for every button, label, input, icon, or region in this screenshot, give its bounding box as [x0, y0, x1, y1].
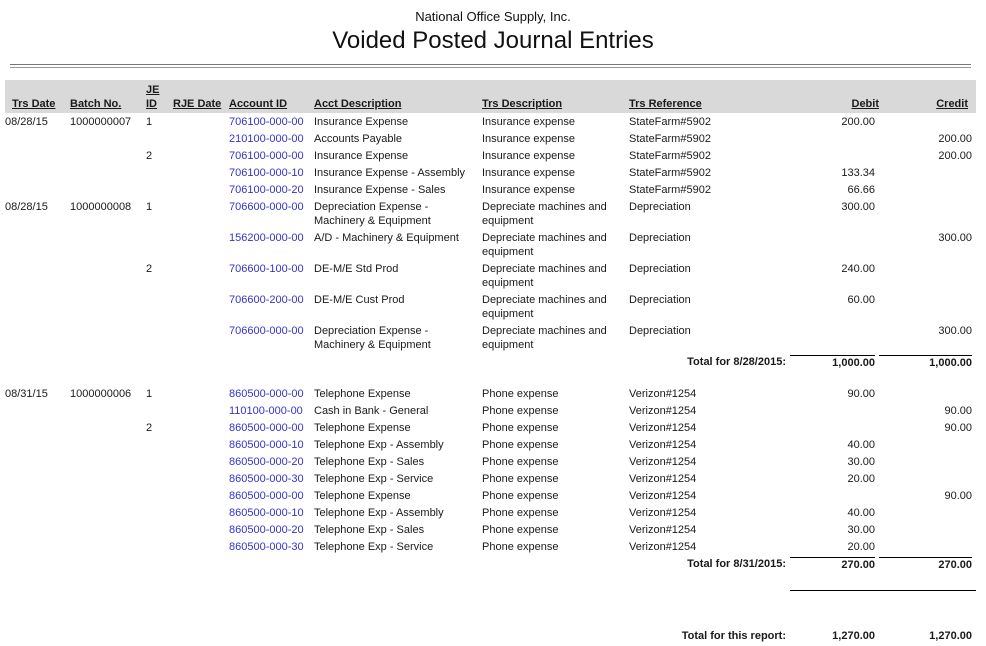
cell-batch-no [70, 436, 146, 453]
cell-credit [879, 385, 976, 402]
account-id-link[interactable]: 860500-000-30 [229, 541, 304, 553]
cell-account-id [229, 147, 314, 164]
cell-acct-description: A/D - Machinery & Equipment [314, 232, 459, 244]
cell-credit [879, 291, 976, 322]
cell-acct-description: Telephone Exp - Sales [314, 524, 425, 536]
cell-trs-reference: Depreciation [629, 325, 691, 337]
cell-acct-description: Accounts Payable [314, 133, 403, 145]
cell-credit [879, 504, 976, 521]
report-title: Voided Posted Journal Entries [332, 27, 654, 54]
cell-credit: 90.00 [944, 405, 972, 417]
cell-trs-date [5, 291, 70, 322]
cell-account-id [229, 402, 314, 419]
journal-row [5, 453, 976, 470]
cell-debit [790, 229, 879, 260]
cell-je-id [146, 487, 173, 504]
account-id-link[interactable]: 706100-000-00 [229, 116, 304, 128]
cell-acct-description: DE-M/E Std Prod [314, 263, 399, 275]
cell-acct-description: Depreciation Expense - Machinery & Equipment [314, 325, 431, 351]
cell-account-id [229, 291, 314, 322]
cell-trs-description: Insurance expense [482, 116, 575, 128]
cell-credit [879, 538, 976, 555]
cell-account-id [229, 521, 314, 538]
cell-acct-description: Telephone Exp - Assembly [314, 507, 444, 519]
cell-account-id [229, 130, 314, 147]
cell-debit [790, 130, 879, 147]
cell-trs-description: Phone expense [482, 422, 559, 434]
cell-je-id [146, 453, 173, 470]
cell-rje-date [173, 147, 229, 164]
cell-acct-description: Cash in Bank - General [314, 405, 429, 417]
journal-row [5, 181, 976, 198]
cell-account-id [229, 385, 314, 402]
journal-row [5, 147, 976, 164]
journal-row [5, 385, 976, 402]
cell-credit: 90.00 [944, 422, 972, 434]
cell-batch-no [70, 291, 146, 322]
cell-credit [879, 521, 976, 538]
cell-je-id: 2 [146, 150, 153, 162]
company-name: National Office Supply, Inc. [415, 9, 571, 24]
column-header-row [5, 80, 976, 113]
cell-je-id: 1 [146, 116, 153, 128]
cell-debit: 30.00 [847, 524, 875, 536]
cell-debit: 240.00 [841, 263, 875, 275]
cell-je-id [146, 402, 173, 419]
cell-account-id [229, 181, 314, 198]
column-header-je-id: JE ID [146, 80, 173, 113]
report-total-row [5, 627, 976, 644]
cell-rje-date [173, 385, 229, 402]
cell-rje-date [173, 113, 229, 130]
cell-rje-date [173, 164, 229, 181]
column-header-batch-no: Batch No. [70, 80, 146, 113]
report-total-credit: 1,270.00 [929, 630, 972, 642]
cell-debit [790, 487, 879, 504]
journal-row [5, 322, 976, 353]
cell-trs-date: 08/31/15 [5, 388, 48, 400]
account-id-link[interactable]: 860500-000-10 [229, 507, 304, 519]
cell-credit [879, 470, 976, 487]
cell-debit [790, 147, 879, 164]
closing-rule-credit [879, 573, 976, 591]
cell-trs-date [5, 322, 70, 353]
journal-row [5, 130, 976, 147]
cell-credit [879, 260, 976, 291]
column-header-debit: Debit [790, 80, 879, 113]
cell-rje-date [173, 260, 229, 291]
cell-debit: 90.00 [847, 388, 875, 400]
group-total-debit: 1,000.00 [790, 353, 879, 371]
cell-batch-no [70, 521, 146, 538]
cell-batch-no: 1000000007 [70, 116, 132, 128]
cell-trs-date [5, 402, 70, 419]
cell-je-id: 2 [146, 263, 153, 275]
cell-credit: 90.00 [944, 490, 972, 502]
cell-batch-no [70, 538, 146, 555]
cell-credit: 300.00 [938, 325, 972, 337]
cell-trs-date [5, 260, 70, 291]
cell-debit: 20.00 [847, 473, 875, 485]
cell-account-id [229, 164, 314, 181]
cell-batch-no [70, 487, 146, 504]
cell-trs-reference: StateFarm#5902 [629, 116, 711, 128]
cell-trs-date [5, 130, 70, 147]
cell-je-id [146, 130, 173, 147]
report-total-debit: 1,270.00 [832, 630, 875, 642]
cell-trs-description: Insurance expense [482, 133, 575, 145]
cell-rje-date [173, 419, 229, 436]
cell-rje-date [173, 229, 229, 260]
cell-trs-date [5, 538, 70, 555]
cell-trs-description: Depreciate machines and equipment [482, 325, 607, 351]
cell-trs-description: Phone expense [482, 456, 559, 468]
group-total-row [5, 555, 976, 573]
account-id-link[interactable]: 210100-000-00 [229, 133, 304, 145]
cell-credit [879, 181, 976, 198]
cell-trs-reference: Depreciation [629, 294, 691, 306]
cell-trs-description: Phone expense [482, 405, 559, 417]
cell-trs-reference: Verizon#1254 [629, 422, 697, 434]
account-id-link[interactable]: 706100-000-10 [229, 167, 304, 179]
group-total-credit: 270.00 [879, 555, 976, 573]
cell-batch-no [70, 419, 146, 436]
cell-acct-description: Insurance Expense [314, 150, 409, 162]
header-divider [10, 64, 971, 68]
cell-batch-no [70, 164, 146, 181]
cell-trs-date [5, 470, 70, 487]
cell-batch-no [70, 147, 146, 164]
column-header-trs-date: Trs Date [5, 80, 70, 113]
cell-trs-date [5, 453, 70, 470]
cell-acct-description: Telephone Exp - Service [314, 541, 434, 553]
cell-account-id [229, 113, 314, 130]
cell-trs-reference: Verizon#1254 [629, 405, 697, 417]
journal-row [5, 113, 976, 130]
cell-trs-date [5, 504, 70, 521]
cell-trs-date: 08/28/15 [5, 116, 48, 128]
cell-trs-description: Depreciate machines and equipment [482, 263, 607, 289]
cell-account-id [229, 538, 314, 555]
cell-trs-reference: Verizon#1254 [629, 490, 697, 502]
cell-je-id [146, 229, 173, 260]
cell-debit: 300.00 [841, 201, 875, 213]
cell-trs-reference: StateFarm#5902 [629, 133, 711, 145]
cell-trs-description: Phone expense [482, 507, 559, 519]
account-id-link[interactable]: 860500-000-00 [229, 388, 304, 400]
cell-trs-description: Phone expense [482, 524, 559, 536]
cell-account-id [229, 436, 314, 453]
cell-trs-reference: Verizon#1254 [629, 439, 697, 451]
cell-trs-reference: StateFarm#5902 [629, 167, 711, 179]
journal-row [5, 504, 976, 521]
cell-credit [879, 113, 976, 130]
cell-trs-reference: Depreciation [629, 232, 691, 244]
cell-je-id [146, 521, 173, 538]
cell-rje-date [173, 470, 229, 487]
cell-trs-reference: Depreciation [629, 263, 691, 275]
cell-rje-date [173, 504, 229, 521]
cell-je-id [146, 538, 173, 555]
cell-batch-no: 1000000006 [70, 388, 132, 400]
cell-trs-date [5, 181, 70, 198]
cell-account-id [229, 487, 314, 504]
cell-credit [879, 436, 976, 453]
group-gap [5, 371, 976, 385]
journal-row [5, 198, 976, 229]
cell-trs-date: 08/28/15 [5, 201, 48, 213]
cell-debit [790, 322, 879, 353]
cell-je-id [146, 322, 173, 353]
cell-trs-date [5, 147, 70, 164]
cell-account-id [229, 504, 314, 521]
journal-row [5, 487, 976, 504]
cell-batch-no [70, 322, 146, 353]
cell-rje-date [173, 487, 229, 504]
cell-acct-description: Insurance Expense - Assembly [314, 167, 466, 179]
cell-acct-description: DE-M/E Cust Prod [314, 294, 405, 306]
cell-trs-date [5, 487, 70, 504]
cell-debit: 20.00 [847, 541, 875, 553]
column-header-account-id: Account ID [229, 80, 314, 113]
cell-trs-reference: Verizon#1254 [629, 541, 697, 553]
journal-row [5, 436, 976, 453]
journal-row [5, 229, 976, 260]
cell-trs-reference: Verizon#1254 [629, 388, 697, 400]
cell-acct-description: Insurance Expense - Sales [314, 184, 446, 196]
account-id-link[interactable]: 706100-000-00 [229, 150, 304, 162]
report-total-label: Total for this report: [681, 630, 786, 642]
cell-batch-no [70, 402, 146, 419]
cell-batch-no [70, 229, 146, 260]
journal-row [5, 291, 976, 322]
cell-debit [790, 402, 879, 419]
cell-credit [879, 453, 976, 470]
account-id-link[interactable]: 860500-000-20 [229, 456, 304, 468]
cell-trs-description: Depreciate machines and equipment [482, 201, 607, 227]
account-id-link[interactable]: 860500-000-20 [229, 524, 304, 536]
account-id-link[interactable]: 706100-000-20 [229, 184, 304, 196]
cell-acct-description: Telephone Expense [314, 388, 411, 400]
cell-batch-no: 1000000008 [70, 201, 132, 213]
cell-rje-date [173, 198, 229, 229]
cell-trs-description: Depreciate machines and equipment [482, 294, 607, 320]
cell-trs-reference: Verizon#1254 [629, 524, 697, 536]
cell-trs-description: Insurance expense [482, 150, 575, 162]
journal-row [5, 164, 976, 181]
cell-batch-no [70, 453, 146, 470]
cell-credit: 200.00 [938, 150, 972, 162]
cell-trs-reference: StateFarm#5902 [629, 184, 711, 196]
account-id-link[interactable]: 706600-100-00 [229, 263, 304, 275]
cell-debit: 40.00 [847, 507, 875, 519]
cell-batch-no [70, 181, 146, 198]
cell-batch-no [70, 504, 146, 521]
cell-trs-date [5, 436, 70, 453]
journal-row [5, 402, 976, 419]
cell-rje-date [173, 538, 229, 555]
cell-account-id [229, 198, 314, 229]
cell-account-id [229, 260, 314, 291]
account-id-link[interactable]: 860500-000-30 [229, 473, 304, 485]
column-header-trs-reference: Trs Reference [629, 80, 790, 113]
journal-row [5, 521, 976, 538]
pre-total-gap [5, 591, 976, 627]
cell-je-id: 1 [146, 388, 153, 400]
account-id-link[interactable]: 706600-000-00 [229, 325, 304, 337]
cell-rje-date [173, 130, 229, 147]
cell-je-id [146, 181, 173, 198]
cell-account-id [229, 453, 314, 470]
closing-rule-row [5, 573, 976, 591]
cell-trs-description: Depreciate machines and equipment [482, 232, 607, 258]
cell-debit: 133.34 [841, 167, 875, 179]
cell-trs-reference: Verizon#1254 [629, 456, 697, 468]
journal-row [5, 419, 976, 436]
account-id-link[interactable]: 860500-000-00 [229, 490, 304, 502]
cell-rje-date [173, 453, 229, 470]
cell-account-id [229, 470, 314, 487]
cell-trs-date [5, 419, 70, 436]
cell-credit [879, 164, 976, 181]
cell-je-id [146, 291, 173, 322]
group-total-debit: 270.00 [790, 555, 879, 573]
account-id-link[interactable]: 706600-000-00 [229, 201, 304, 213]
cell-trs-reference: Depreciation [629, 201, 691, 213]
group-total-row [5, 353, 976, 371]
cell-rje-date [173, 436, 229, 453]
cell-credit: 200.00 [938, 133, 972, 145]
column-header-trs-description: Trs Description [482, 80, 629, 113]
cell-batch-no [70, 470, 146, 487]
cell-account-id [229, 322, 314, 353]
cell-trs-description: Insurance expense [482, 167, 575, 179]
cell-je-id [146, 164, 173, 181]
cell-trs-date [5, 164, 70, 181]
cell-trs-description: Phone expense [482, 473, 559, 485]
cell-acct-description: Telephone Expense [314, 422, 411, 434]
cell-debit: 200.00 [841, 116, 875, 128]
group-total-label: Total for 8/28/2015: [687, 356, 786, 368]
cell-debit: 30.00 [847, 456, 875, 468]
cell-je-id: 2 [146, 422, 153, 434]
cell-trs-description: Phone expense [482, 388, 559, 400]
cell-account-id [229, 419, 314, 436]
cell-debit: 60.00 [847, 294, 875, 306]
cell-acct-description: Telephone Exp - Assembly [314, 439, 444, 451]
cell-rje-date [173, 521, 229, 538]
account-id-link[interactable]: 156200-000-00 [229, 232, 304, 244]
cell-je-id [146, 436, 173, 453]
cell-batch-no [70, 130, 146, 147]
cell-batch-no [70, 260, 146, 291]
journal-row [5, 260, 976, 291]
cell-je-id: 1 [146, 201, 153, 213]
journal-entries-table [5, 80, 976, 644]
cell-trs-reference: StateFarm#5902 [629, 150, 711, 162]
cell-je-id [146, 504, 173, 521]
journal-row [5, 538, 976, 555]
cell-rje-date [173, 402, 229, 419]
cell-debit: 40.00 [847, 439, 875, 451]
group-total-label: Total for 8/31/2015: [687, 558, 786, 570]
account-id-link[interactable]: 860500-000-10 [229, 439, 304, 451]
cell-trs-reference: Verizon#1254 [629, 507, 697, 519]
cell-je-id [146, 470, 173, 487]
cell-trs-date [5, 521, 70, 538]
column-header-credit: Credit [879, 80, 976, 113]
cell-acct-description: Depreciation Expense - Machinery & Equipment [314, 201, 431, 227]
cell-debit: 66.66 [847, 184, 875, 196]
cell-acct-description: Insurance Expense [314, 116, 409, 128]
cell-account-id [229, 229, 314, 260]
cell-trs-date [5, 229, 70, 260]
column-header-rje-date: RJE Date [173, 80, 229, 113]
cell-acct-description: Telephone Exp - Sales [314, 456, 425, 468]
cell-rje-date [173, 291, 229, 322]
group-total-credit: 1,000.00 [879, 353, 976, 371]
account-id-link[interactable]: 706600-200-00 [229, 294, 304, 306]
journal-row [5, 470, 976, 487]
column-header-acct-description: Acct Description [314, 80, 482, 113]
cell-debit [790, 419, 879, 436]
account-id-link[interactable]: 110100-000-00 [229, 405, 303, 417]
cell-rje-date [173, 181, 229, 198]
account-id-link[interactable]: 860500-000-00 [229, 422, 304, 434]
cell-credit: 300.00 [938, 232, 972, 244]
cell-trs-description: Phone expense [482, 490, 559, 502]
cell-trs-description: Phone expense [482, 541, 559, 553]
cell-trs-description: Insurance expense [482, 184, 575, 196]
cell-trs-description: Phone expense [482, 439, 559, 451]
closing-rule-debit [790, 573, 879, 591]
cell-credit [879, 198, 976, 229]
cell-acct-description: Telephone Exp - Service [314, 473, 434, 485]
cell-trs-reference: Verizon#1254 [629, 473, 697, 485]
cell-rje-date [173, 322, 229, 353]
cell-acct-description: Telephone Expense [314, 490, 411, 502]
